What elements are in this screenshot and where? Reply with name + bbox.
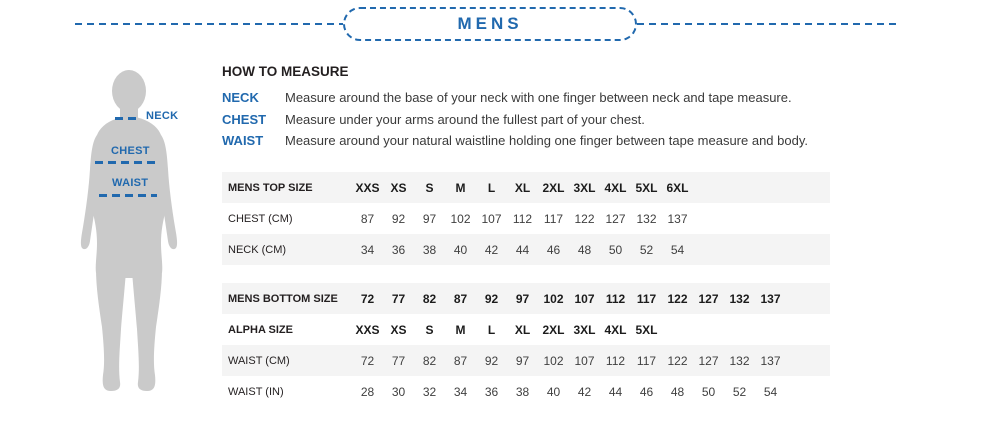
row-label: MENS BOTTOM SIZE: [228, 292, 338, 305]
size-value: 46: [639, 384, 654, 399]
size-value: 77: [391, 353, 406, 368]
size-value: 137: [760, 291, 781, 306]
body-silhouette-figure: [55, 55, 215, 400]
size-value: L: [487, 322, 496, 337]
row-label: ALPHA SIZE: [228, 323, 293, 336]
size-value: 72: [360, 353, 375, 368]
size-value: 127: [698, 291, 719, 306]
size-value: 127: [605, 211, 626, 226]
banner-dashed-line-right: [637, 23, 897, 25]
figure-neck-label: NECK: [146, 110, 179, 122]
size-value: 46: [546, 242, 561, 257]
mens-bottom-size-table: [222, 283, 830, 407]
table-row: [222, 172, 830, 203]
figure-chest-label: CHEST: [111, 145, 150, 157]
size-value: 82: [422, 291, 437, 306]
measure-item-neck: [222, 87, 942, 109]
measure-label-neck: NECK: [222, 90, 259, 106]
size-value: 107: [574, 291, 595, 306]
size-value: 87: [453, 291, 468, 306]
size-value: 107: [481, 211, 502, 226]
size-value: 3XL: [573, 322, 596, 337]
size-value: 92: [484, 353, 499, 368]
size-value: 54: [763, 384, 778, 399]
size-value: 50: [608, 242, 623, 257]
size-value: 44: [515, 242, 530, 257]
size-value: 52: [639, 242, 654, 257]
neck-measure-line: [115, 117, 139, 120]
size-value: 127: [698, 353, 719, 368]
size-value: XS: [390, 180, 407, 195]
size-value: 40: [546, 384, 561, 399]
size-value: 44: [608, 384, 623, 399]
row-label: WAIST (IN): [228, 385, 284, 398]
size-value: S: [425, 322, 434, 337]
size-value: 87: [453, 353, 468, 368]
size-value: M: [455, 322, 466, 337]
size-value: 112: [512, 211, 533, 226]
size-value: 36: [391, 242, 406, 257]
size-value: 117: [636, 353, 657, 368]
waist-measure-line: [99, 194, 157, 197]
size-value: 137: [760, 353, 781, 368]
size-value: 92: [391, 211, 406, 226]
size-value: 4XL: [604, 180, 627, 195]
size-value: 50: [701, 384, 716, 399]
table-row: [222, 314, 830, 345]
table-row: [222, 376, 830, 407]
measure-text-chest: Measure under your arms around the fullest part of your chest.: [285, 111, 645, 127]
size-value: 42: [577, 384, 592, 399]
size-value: 2XL: [542, 322, 565, 337]
size-value: 132: [729, 353, 750, 368]
size-value: 132: [729, 291, 750, 306]
size-value: 122: [667, 353, 688, 368]
row-label: MENS TOP SIZE: [228, 181, 313, 194]
row-label: NECK (CM): [228, 243, 287, 256]
size-value: 30: [391, 384, 406, 399]
mens-top-size-table: [222, 172, 830, 265]
row-label: CHEST (CM): [228, 212, 293, 225]
size-value: 4XL: [604, 322, 627, 337]
size-value: 34: [360, 242, 375, 257]
size-value: 107: [574, 353, 595, 368]
size-value: XS: [390, 322, 407, 337]
size-value: 97: [515, 353, 530, 368]
size-value: 82: [422, 353, 437, 368]
row-label: WAIST (CM): [228, 354, 290, 367]
size-value: 87: [360, 211, 375, 226]
table-row: [222, 345, 830, 376]
size-value: 42: [484, 242, 499, 257]
size-value: XXS: [355, 322, 380, 337]
size-value: 38: [515, 384, 530, 399]
size-value: 6XL: [666, 180, 689, 195]
size-value: 52: [732, 384, 747, 399]
measure-item-waist: [222, 130, 942, 152]
table-row: [222, 203, 830, 234]
size-value: 36: [484, 384, 499, 399]
measure-text-neck: Measure around the base of your neck with one finger between neck and tape measure.: [285, 90, 792, 106]
mens-banner-capsule: [343, 7, 637, 41]
size-value: M: [455, 180, 466, 195]
size-value: 72: [360, 291, 375, 306]
size-value: XL: [514, 322, 531, 337]
size-value: 5XL: [635, 180, 658, 195]
size-value: L: [487, 180, 496, 195]
size-value: S: [425, 180, 434, 195]
table-row: [222, 283, 830, 314]
male-silhouette-icon: [55, 55, 215, 400]
measure-item-chest: [222, 109, 942, 131]
size-value: XXS: [355, 180, 380, 195]
size-value: 117: [543, 211, 564, 226]
chest-measure-line: [95, 161, 160, 164]
size-value: 102: [543, 353, 564, 368]
size-value: 40: [453, 242, 468, 257]
size-value: 2XL: [542, 180, 565, 195]
how-to-measure-title: HOW TO MEASURE: [222, 64, 349, 79]
size-value: 34: [453, 384, 468, 399]
measure-text-waist: Measure around your natural waistline holding one finger between tape measure and body.: [285, 133, 808, 149]
table-row: [222, 234, 830, 265]
size-value: 132: [636, 211, 657, 226]
size-value: 48: [670, 384, 685, 399]
size-value: 122: [667, 291, 688, 306]
size-value: 122: [574, 211, 595, 226]
size-value: 28: [360, 384, 375, 399]
measure-label-waist: WAIST: [222, 133, 264, 149]
banner-title: MENS: [457, 14, 523, 33]
figure-waist-label: WAIST: [112, 177, 149, 189]
size-value: XL: [514, 180, 531, 195]
size-value: 54: [670, 242, 685, 257]
size-value: 102: [450, 211, 471, 226]
size-value: 38: [422, 242, 437, 257]
measure-label-chest: CHEST: [222, 111, 267, 127]
banner-dashed-line-left: [75, 23, 343, 25]
size-value: 117: [636, 291, 657, 306]
size-value: 5XL: [635, 322, 658, 337]
size-value: 112: [605, 353, 626, 368]
size-value: 112: [605, 291, 626, 306]
size-value: 3XL: [573, 180, 596, 195]
size-value: 97: [515, 291, 530, 306]
size-value: 48: [577, 242, 592, 257]
size-value: 97: [422, 211, 437, 226]
size-value: 102: [543, 291, 564, 306]
size-value: 137: [667, 211, 688, 226]
size-value: 77: [391, 291, 406, 306]
size-value: 32: [422, 384, 437, 399]
size-value: 92: [484, 291, 499, 306]
how-to-measure-section: [222, 64, 942, 152]
